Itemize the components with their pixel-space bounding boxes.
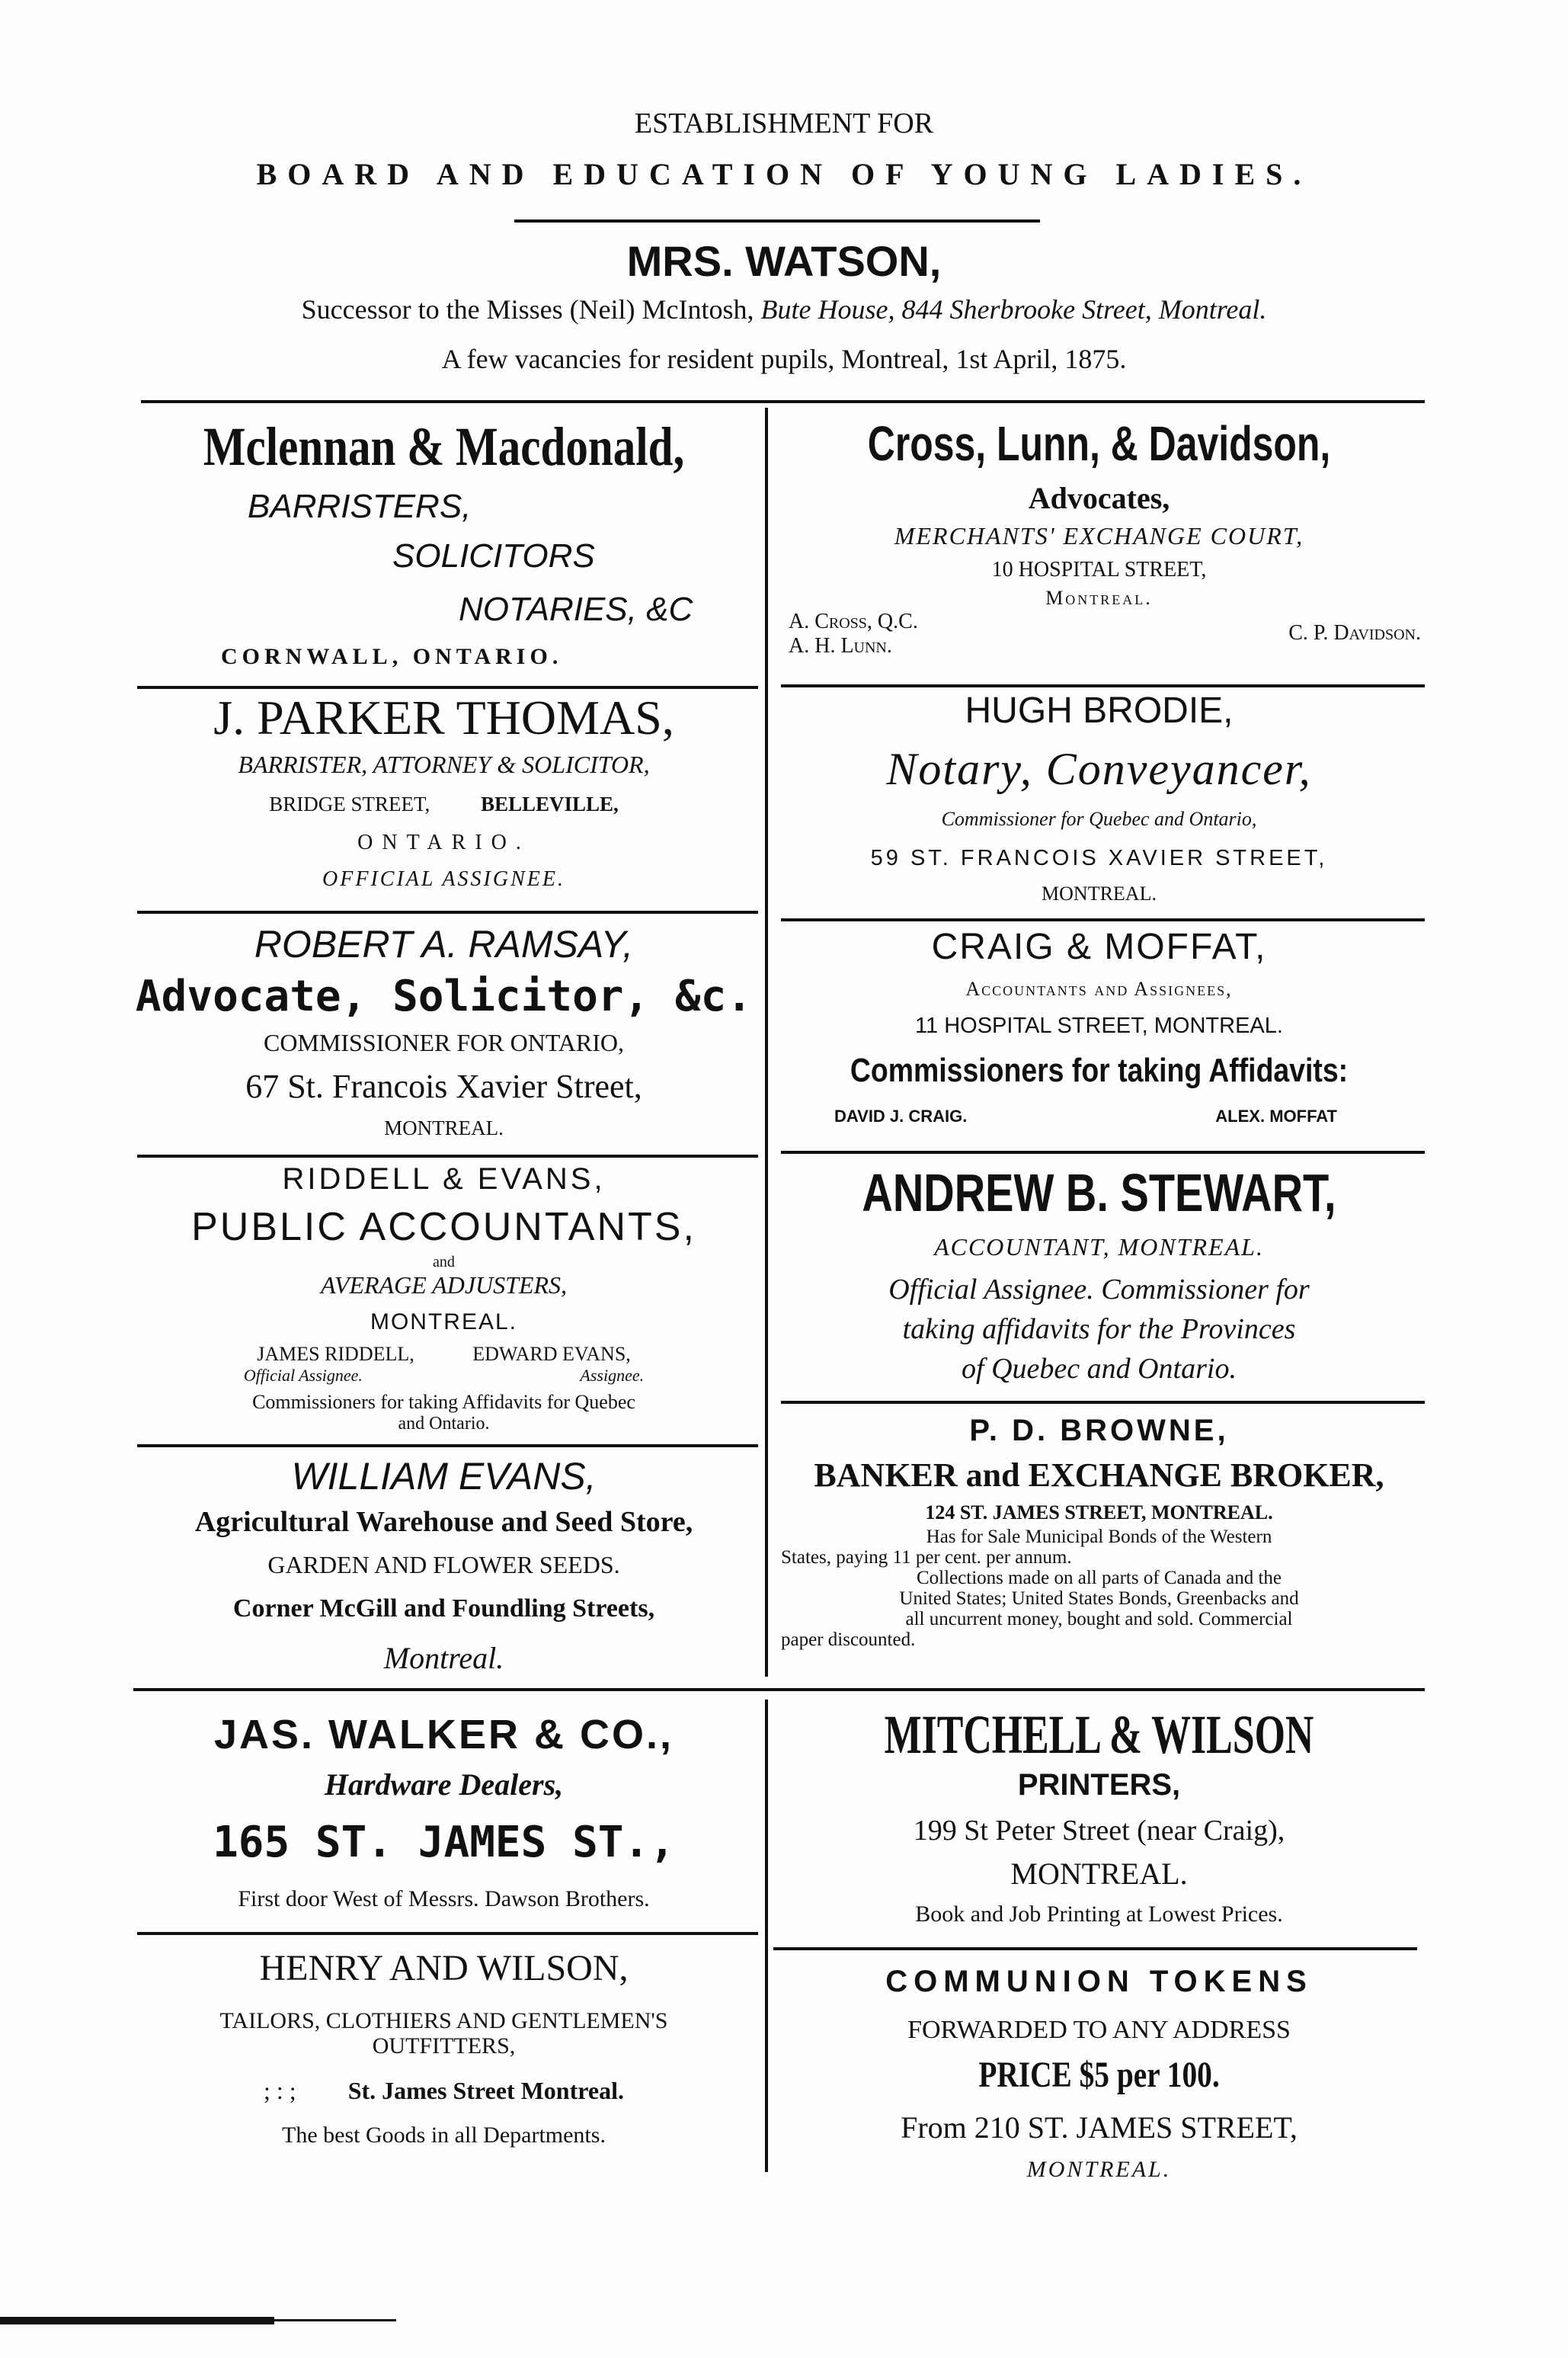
henry-number: ; : ; — [264, 2077, 296, 2104]
riddell-role2: Assignee. — [580, 1366, 645, 1385]
mclennan-solicitors: SOLICITORS — [392, 537, 595, 575]
mclennan-notaries: NOTARIES, &C — [459, 591, 693, 628]
mitchell-printers: PRINTERS, — [1017, 1768, 1181, 1802]
header-successor-text: Successor to the Misses (Neil) McIntosh, — [301, 294, 754, 325]
header-vacancies: A few vacancies for resident pupils, Montreal, 1st April, 1875. — [441, 344, 1127, 374]
brodie-commissioner: Commissioner for Quebec and Ontario, — [941, 808, 1257, 830]
scan-edge-bar — [0, 2317, 274, 2324]
craig-name: CRAIG & MOFFAT, — [931, 927, 1267, 967]
riddell-accountants: PUBLIC ACCOUNTANTS, — [191, 1205, 696, 1249]
henry-goods: The best Goods in all Departments. — [282, 2123, 606, 2148]
stewart-provinces: of Quebec and Ontario. — [962, 1353, 1237, 1385]
craig-accountants: Accountants and Assignees, — [965, 978, 1233, 1000]
tokens-from: From 210 ST. JAMES STREET, — [901, 2110, 1298, 2145]
browne-collections: Collections made on all parts of Canada and the — [916, 1568, 1282, 1588]
browne-paper: paper discounted. — [781, 1629, 916, 1650]
browne-banker: BANKER and EXCHANGE BROKER, — [814, 1456, 1384, 1494]
header-name: MRS. WATSON, — [626, 237, 942, 285]
mclennan-place: CORNWALL, ONTARIO. — [221, 644, 563, 669]
brodie-city: MONTREAL. — [1042, 883, 1157, 905]
riddell-and: and — [433, 1254, 455, 1270]
stewart-accountant: ACCOUNTANT, MONTREAL. — [934, 1233, 1264, 1261]
walker-address: 165 ST. JAMES ST., — [213, 1818, 675, 1867]
mitchell-printing: Book and Job Printing at Lowest Prices. — [915, 1901, 1283, 1927]
browne-sale: Has for Sale Municipal Bonds of the Western — [926, 1527, 1272, 1547]
stewart-name: ANDREW B. STEWART, — [862, 1163, 1336, 1222]
browne-states: States, paying 11 per cent. per annum. — [781, 1547, 1072, 1568]
cross-advocates: Advocates, — [1028, 481, 1170, 515]
craig-partner1: DAVID J. CRAIG. — [834, 1107, 968, 1126]
mclennan-barristers: BARRISTERS, — [248, 488, 472, 525]
cross-street: 10 HOSPITAL STREET, — [991, 558, 1207, 581]
header-successor-place: Bute House, 844 Sherbrooke Street, Montreal. — [760, 294, 1267, 325]
wevans-corner: Corner McGill and Foundling Streets, — [232, 1594, 655, 1623]
thomas-province: ONTARIO. — [357, 831, 530, 854]
brodie-street: 59 ST. FRANCOIS XAVIER STREET, — [870, 846, 1328, 870]
cross-name: Cross, Lunn, & Davidson, — [867, 416, 1331, 471]
craig-partner2: ALEX. MOFFAT — [1215, 1107, 1337, 1126]
ramsay-street: 67 St. Francois Xavier Street, — [245, 1068, 642, 1105]
browne-street: 124 ST. JAMES STREET, MONTREAL. — [925, 1501, 1273, 1523]
thomas-title: BARRISTER, ATTORNEY & SOLICITOR, — [238, 751, 650, 778]
cross-city: Montreal. — [1045, 587, 1153, 609]
tokens-name: COMMUNION TOKENS — [885, 1965, 1313, 1998]
mitchell-city: MONTREAL. — [1010, 1857, 1188, 1891]
walker-door: First door West of Messrs. Dawson Brothers. — [238, 1886, 650, 1911]
stewart-assignee: Official Assignee. Commissioner for — [888, 1274, 1310, 1306]
rule-right-bottom — [773, 1947, 1417, 1950]
cross-partner1: A. Cross, Q.C. — [789, 610, 918, 633]
column-divider-lower — [765, 1700, 768, 2172]
henry-name: HENRY AND WILSON, — [259, 1948, 629, 1988]
ramsay-name: ROBERT A. RAMSAY, — [254, 923, 634, 966]
tokens-forwarded: FORWARDED TO ANY ADDRESS — [907, 2016, 1291, 2044]
henry-address — [130, 2077, 758, 2105]
riddell-partner2: EDWARD EVANS, — [472, 1343, 631, 1365]
riddell-partner1: JAMES RIDDELL, — [257, 1343, 414, 1365]
riddell-adjusters: AVERAGE ADJUSTERS, — [320, 1271, 568, 1299]
stewart-affidavits: taking affidavits for the Provinces — [902, 1313, 1296, 1345]
henry-outfitters: OUTFITTERS, — [372, 2033, 516, 2058]
ramsay-commissioner: COMMISSIONER FOR ONTARIO, — [263, 1029, 625, 1056]
cross-partner2: C. P. Davidson. — [1288, 621, 1421, 645]
wevans-seeds: GARDEN AND FLOWER SEEDS. — [267, 1551, 620, 1578]
wevans-warehouse: Agricultural Warehouse and Seed Store, — [194, 1506, 693, 1538]
ramsay-city: MONTREAL. — [384, 1117, 504, 1139]
riddell-city: MONTREAL. — [370, 1309, 518, 1334]
thomas-city: BELLEVILLE, — [480, 793, 619, 815]
walker-name: JAS. WALKER & CO., — [213, 1712, 674, 1757]
henry-tailors: TAILORS, CLOTHIERS AND GENTLEMEN'S — [219, 2008, 668, 2033]
header-line1: ESTABLISHMENT FOR — [634, 107, 934, 139]
tokens-city: MONTREAL. — [1026, 2157, 1172, 2182]
header-line2: BOARD AND EDUCATION OF YOUNG LADIES. — [256, 157, 1312, 191]
wevans-city: Montreal. — [383, 1641, 504, 1675]
riddell-provinces: and Ontario. — [398, 1414, 490, 1434]
mitchell-name: MITCHELL & WILSON — [884, 1704, 1314, 1765]
mclennan-name: Mclennan & Macdonald, — [203, 416, 685, 477]
craig-street: 11 HOSPITAL STREET, MONTREAL. — [915, 1014, 1283, 1038]
craig-commissioners: Commissioners for taking Affidavits: — [850, 1052, 1349, 1089]
cross-exchange: MERCHANTS' EXCHANGE COURT, — [894, 522, 1304, 549]
riddell-commissioners: Commissioners for taking Affidavits for Quebec — [252, 1391, 635, 1413]
thomas-street: BRIDGE STREET, — [269, 793, 430, 815]
right-column-bottom — [773, 0, 1425, 2358]
thomas-name: J. PARKER THOMAS, — [213, 690, 674, 745]
riddell-name: RIDDELL & EVANS, — [282, 1162, 606, 1196]
tokens-price: PRICE $5 per 100. — [978, 2055, 1220, 2095]
mitchell-street: 199 St Peter Street (near Craig), — [913, 1815, 1285, 1847]
cross-partner3: A. H. Lunn. — [789, 634, 892, 658]
thomas-official: OFFICIAL ASSIGNEE. — [322, 867, 565, 891]
scan-edge-line — [274, 2319, 396, 2321]
wevans-name: WILLIAM EVANS, — [291, 1455, 597, 1498]
column-divider-upper — [765, 408, 768, 1677]
walker-hardware: Hardware Dealers, — [324, 1767, 564, 1802]
brodie-notary: Notary, Conveyancer, — [886, 744, 1312, 794]
rule-left-bottom — [137, 1932, 758, 1935]
riddell-role1: Official Assignee. — [243, 1366, 363, 1385]
browne-bonds: United States; United States Bonds, Greenbacks and — [899, 1588, 1299, 1609]
ramsay-title: Advocate, Solicitor, &c. — [135, 972, 753, 1021]
browne-money: all uncurrent money, bought and sold. Commercial — [905, 1609, 1293, 1629]
brodie-name: HUGH BRODIE, — [965, 690, 1234, 731]
left-column-bottom — [130, 0, 758, 2358]
browne-name: P. D. BROWNE, — [969, 1414, 1229, 1447]
henry-street: St. James Street Montreal. — [347, 2077, 624, 2104]
